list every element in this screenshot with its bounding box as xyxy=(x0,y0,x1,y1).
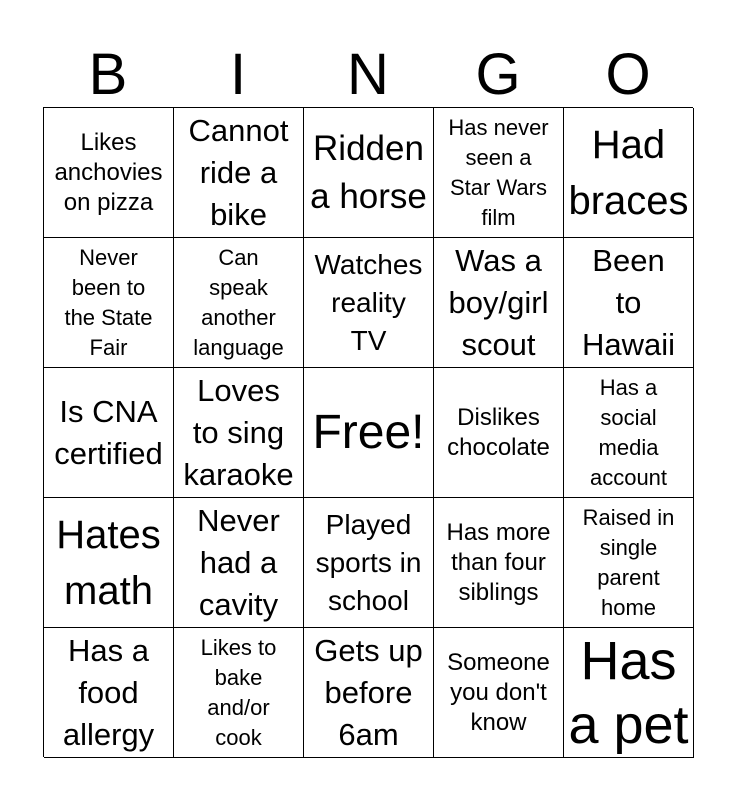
bingo-cell[interactable] xyxy=(434,108,564,238)
bingo-cell[interactable] xyxy=(564,108,694,238)
bingo-cell[interactable] xyxy=(564,238,694,368)
cell-text: Has more than four siblings xyxy=(446,518,551,606)
bingo-cell[interactable] xyxy=(174,108,304,238)
cell-text: Was a boy/girl scout xyxy=(448,242,549,362)
cell-text: Likes to bake and/or cook xyxy=(200,634,277,750)
cell-text: Has a social media account xyxy=(589,374,668,490)
bingo-cell[interactable] xyxy=(174,628,304,758)
cell-text: Raised in single parent home xyxy=(582,504,675,620)
bingo-cell[interactable] xyxy=(564,628,694,758)
header-letter-o: O xyxy=(605,42,651,107)
cell-text: Free! xyxy=(312,405,425,459)
bingo-header xyxy=(43,44,693,106)
bingo-cell[interactable] xyxy=(434,368,564,498)
bingo-cell[interactable] xyxy=(434,498,564,628)
cell-text: Watches reality TV xyxy=(314,248,423,356)
cell-text: Someone you don't know xyxy=(447,648,550,736)
cell-text: Never had a cavity xyxy=(197,502,280,622)
bingo-board xyxy=(43,107,693,757)
bingo-cell[interactable] xyxy=(44,108,174,238)
cell-text: Never been to the State Fair xyxy=(64,244,153,360)
bingo-cell[interactable] xyxy=(304,498,434,628)
header-letter-n: N xyxy=(347,42,389,107)
cell-text: Can speak another language xyxy=(193,244,284,360)
cell-text: Has a pet xyxy=(568,630,689,755)
bingo-cell[interactable] xyxy=(564,368,694,498)
cell-text: Cannot ride a bike xyxy=(188,112,289,232)
cell-text: Likes anchovies on pizza xyxy=(54,128,163,216)
bingo-cell[interactable] xyxy=(174,238,304,368)
bingo-cell[interactable] xyxy=(44,628,174,758)
header-letter-g: G xyxy=(475,42,521,107)
cell-text: Had braces xyxy=(568,122,689,223)
bingo-cell[interactable] xyxy=(304,238,434,368)
bingo-cell[interactable] xyxy=(44,238,174,368)
bingo-cell[interactable] xyxy=(564,498,694,628)
cell-text: Has never seen a Star Wars film xyxy=(448,114,549,230)
bingo-cell-free[interactable] xyxy=(304,368,434,498)
header-letter-b: B xyxy=(88,42,128,107)
bingo-cell[interactable] xyxy=(174,498,304,628)
bingo-cell[interactable] xyxy=(44,368,174,498)
bingo-cell[interactable] xyxy=(174,368,304,498)
cell-text: Loves to sing karaoke xyxy=(183,372,294,492)
cell-text: Ridden a horse xyxy=(310,128,427,216)
cell-text: Gets up before 6am xyxy=(314,632,423,752)
cell-text: Dislikes chocolate xyxy=(447,403,550,461)
bingo-cell[interactable] xyxy=(434,238,564,368)
cell-text: Is CNA certified xyxy=(54,393,163,471)
bingo-cell[interactable] xyxy=(434,628,564,758)
header-letter-i: I xyxy=(229,42,247,107)
cell-text: Hates math xyxy=(56,512,161,613)
bingo-cell[interactable] xyxy=(304,628,434,758)
bingo-cell[interactable] xyxy=(304,108,434,238)
bingo-cell[interactable] xyxy=(44,498,174,628)
cell-text: Been to Hawaii xyxy=(581,242,676,362)
cell-text: Played sports in school xyxy=(315,508,422,616)
cell-text: Has a food allergy xyxy=(62,632,155,752)
